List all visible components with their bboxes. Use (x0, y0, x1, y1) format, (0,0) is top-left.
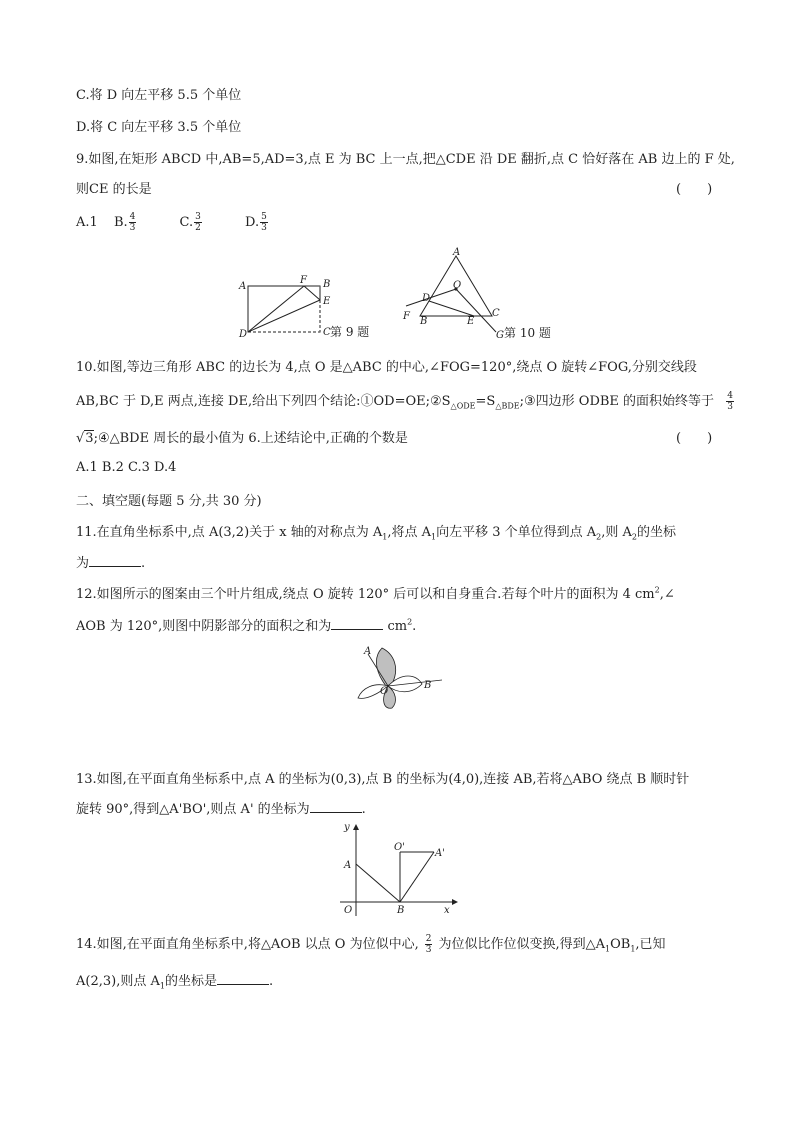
q12-stem-line1: 12.如图所示的图案由三个叶片组成,绕点 O 旋转 120° 后可以和自身重合.若每个叶片的面积为 4 $cm^2,\angle$ (76, 585, 675, 602)
label-a: A (344, 860, 352, 871)
q9-option-d-fraction: $\frac{5}{3}$ (261, 212, 267, 233)
label-d: D (239, 329, 248, 340)
label-a-prime: A' (435, 848, 445, 859)
label-a: A (364, 646, 372, 657)
label-e: E (467, 316, 475, 327)
q9-stem-line2: 则CE 的长是 (76, 182, 152, 197)
q9-options (76, 212, 269, 233)
q10-fraction: $\frac{4}{3}$ (727, 391, 733, 412)
figure-12-three-leaves (354, 642, 446, 714)
q14-answer-blank[interactable] (217, 972, 269, 985)
label-b: B (323, 279, 331, 290)
figure-10-equilateral-triangle (398, 246, 568, 342)
figure-9-caption: 第 9 题 (330, 325, 370, 339)
segment-ab (356, 864, 400, 902)
label-d: D (422, 293, 431, 304)
q10-stem-line2: AB,BC 于 D,E 两点,连接 DE,给出下列四个结论$:①OD=OE;②S_{\triangle ODE}=S_{\triangle BDE};③$四边形 ODBE 的面积始终等于 $\frac{4}{3}$ (76, 391, 733, 412)
segment-df (248, 286, 304, 332)
ray-of (406, 289, 456, 306)
q9-option-c-prefix: C. (179, 215, 194, 230)
q13-stem-line2: 旋转 90°,得到△A'BO',则点 A' 的坐标为 . (76, 802, 366, 817)
label-b: B (420, 316, 428, 327)
figure-9-rectangle-fold (234, 272, 394, 342)
q12-stem-line2: AOB 为 120°,则图中阴影部分的面积之和为 $cm^2$. (76, 617, 417, 634)
label-b: B (424, 680, 432, 691)
segment-ba-prime (400, 852, 434, 902)
q9-option-d-prefix: D. (245, 215, 260, 230)
label-a: A (453, 247, 461, 258)
label-f: F (300, 275, 307, 286)
q9-option-c-fraction: $\frac{3}{2}$ (195, 212, 201, 233)
q10-stem-line3: √3;④△BDE 周长的最小值为 6.上述结论中,正确的个数是 (76, 431, 408, 446)
q14-stem-line2: A(2,3),则点 $A_1$的坐标是 . (76, 974, 274, 991)
q11-stem-line2: 为 . (76, 556, 146, 571)
q8-option-d: D.将 C 向左平移 3.5 个单位 (76, 120, 242, 135)
segment-de (248, 300, 320, 332)
q8-option-c: C.将 D 向左平移 5.5 个单位 (76, 88, 242, 103)
label-x: x (444, 905, 450, 916)
figure-13-coordinate-rotation (336, 820, 458, 916)
segment-de (429, 301, 474, 316)
label-o: O (453, 280, 462, 291)
figure-10-caption: 第 10 题 (504, 326, 551, 340)
rectangle-abcd (248, 286, 320, 332)
q13-stem-line1: 13.如图,在平面直角坐标系中,点 A 的坐标为(0,3),点 B 的坐标为(4,0),连接 AB,若将△ABO 绕点 B 顺时针 (76, 772, 690, 787)
segment-fe (304, 286, 320, 300)
q11-stem-line1: 11.在直角坐标系中,点 A(3,2)关于 x 轴的对称点为 $A_1$,将点 $A_1$向左平移 3 个单位得到点 $A_2$,则 $A_2$的坐标 (76, 525, 677, 542)
label-a: A (239, 281, 247, 292)
sqrt-symbol: √3 (76, 431, 94, 446)
label-g: G (496, 330, 504, 341)
q14-fraction: $\frac{2}{3}$ (425, 934, 432, 955)
label-e: E (323, 296, 331, 307)
label-f: F (403, 311, 410, 322)
q9-option-b-prefix: B. (113, 215, 128, 230)
q13-answer-blank[interactable] (310, 800, 362, 813)
q9-option-b-fraction: $\frac{4}{3}$ (129, 212, 136, 233)
x-axis-arrow (452, 899, 458, 905)
y-axis-arrow (353, 824, 359, 830)
q10-answer-paren: ( ) (676, 431, 713, 446)
q9-stem-line1: 9.如图,在矩形 ABCD 中,AB=5,AD=3,点 E 为 BC 上一点,把△CDE 沿 DE 翻折,点 C 恰好落在 AB 边上的 F 处, (76, 152, 735, 167)
shaded-leaf (376, 648, 395, 686)
label-o-prime: O' (394, 842, 405, 853)
label-o: O (380, 686, 389, 697)
q14-stem-line1: 14.如图,在平面直角坐标系中,将△AOB 以点 O 为位似中心, $\frac{2}{3}$ 为位似比作位似变换,得到$\triangle A_1OB_1$,已知 (76, 934, 666, 955)
label-o: O (344, 905, 353, 916)
q10-stem-line1: 10.如图,等边三角形 ABC 的边长为 4,点 O 是△ABC 的中心,∠FOG=120°,绕点 O 旋转∠FOG,分别交线段 (76, 360, 697, 375)
q10-options: A.1 B.2 C.3 D.4 (76, 460, 177, 475)
q11-answer-blank[interactable] (89, 554, 141, 567)
q12-answer-blank[interactable] (331, 617, 383, 630)
label-b: B (397, 905, 405, 916)
q9-answer-paren: ( ) (676, 182, 713, 197)
label-c: C (492, 308, 500, 319)
q9-option-a: A.1 (76, 215, 98, 230)
label-y: y (344, 822, 350, 833)
label-c: C (323, 327, 331, 338)
section-2-heading: 二、填空题(每题 5 分,共 30 分) (76, 494, 262, 509)
ray-og (456, 289, 496, 332)
